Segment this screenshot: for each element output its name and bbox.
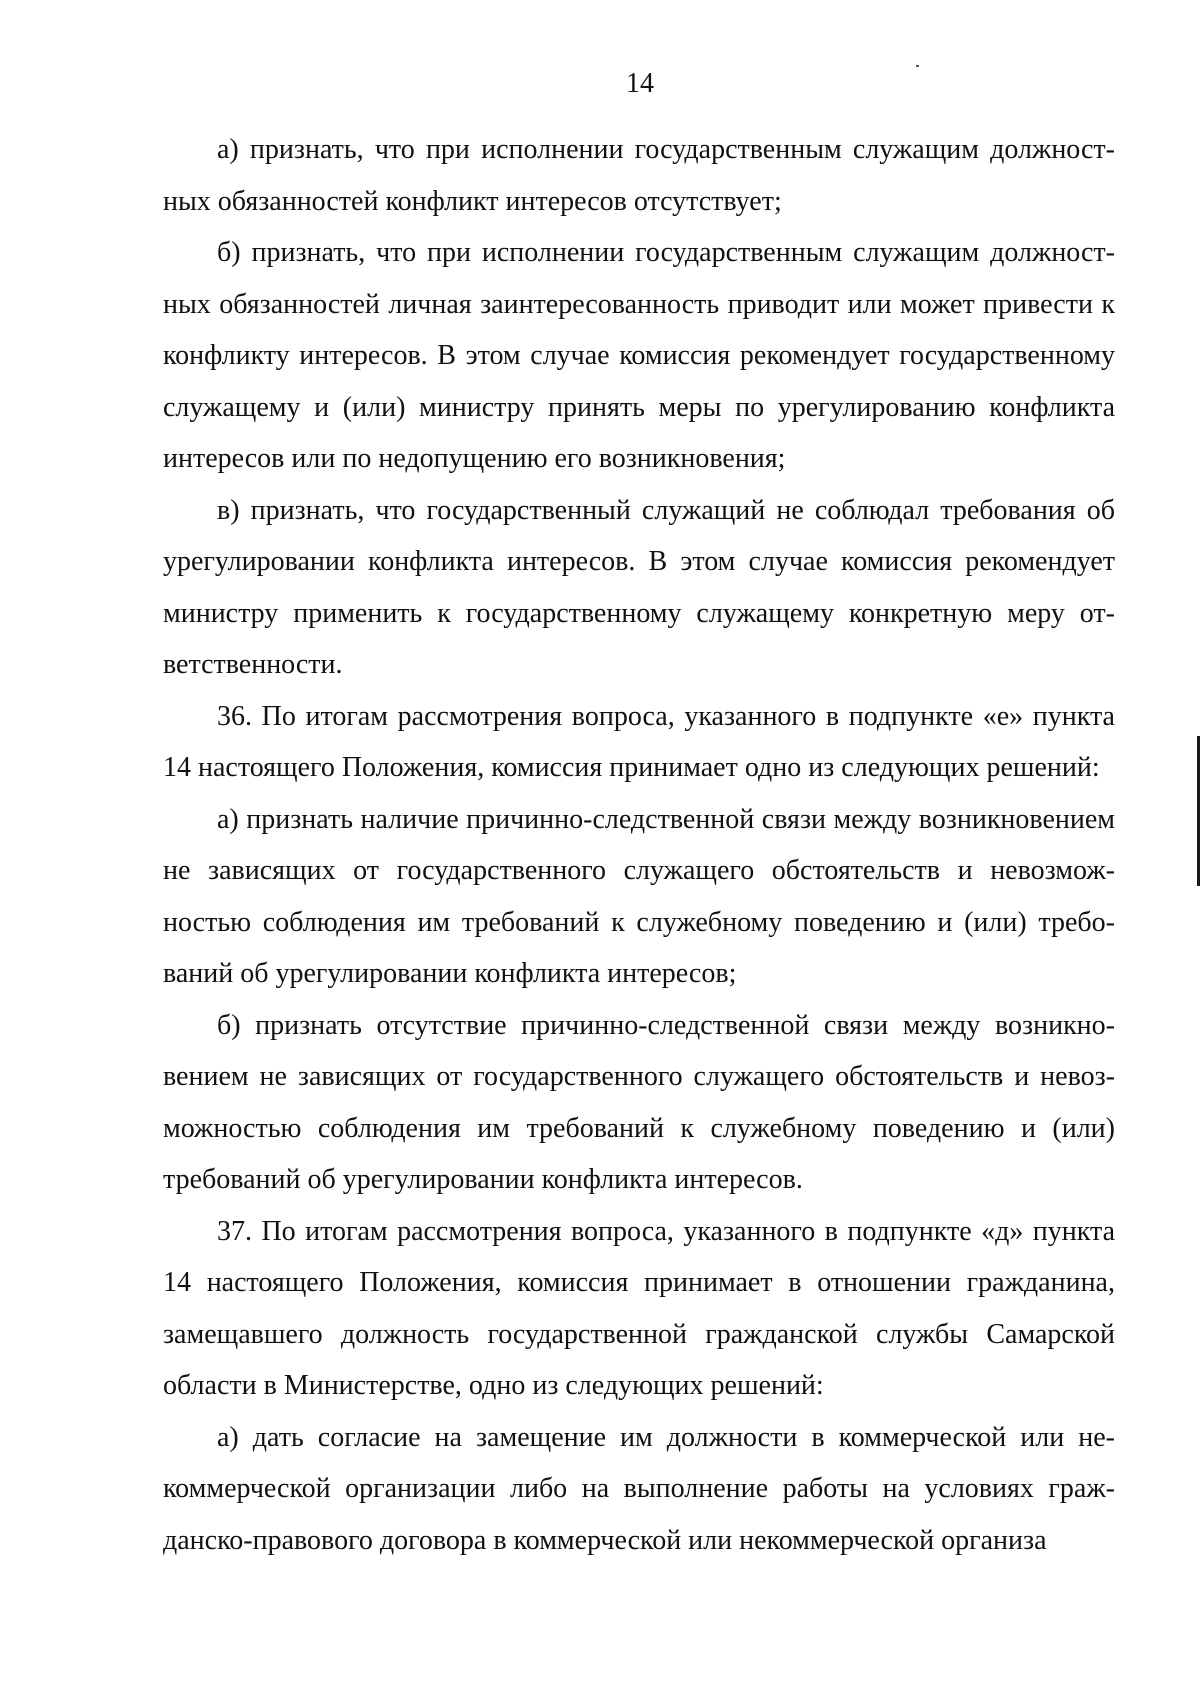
paragraph-37a: а) дать согласие на замещение им должности в коммерческой или некоммерческой организации либо на выполнение работы на условиях гражданско-правового договора в коммерческой или некоммерческой организа bbox=[163, 1421, 1115, 1556]
paragraph-36b: б) признать отсутствие причинно-следственной связи между возникновением не зависящих от государственного служащего обстоятельств и невозможностью соблюдения им требований к служебному поведению и (или) требований об урегулировании конфликта интересов. bbox=[163, 1009, 1115, 1195]
paragraph-35b: б) признать, что при исполнении государственным служащим должностных обязанностей личная заинтересованность приводит или может привести к конфликту интересов. В этом случае комиссия рекомендует государственному служащему и (или) министру принять меры по урегулированию конфликта интересов или по недопущению его возникновения; bbox=[163, 237, 1115, 474]
paragraph-35a: а) признать, что при исполнении государственным служащим должностных обязанностей конфликт интересов отсутствует; bbox=[163, 134, 1115, 217]
page-number: 14 bbox=[626, 68, 654, 99]
paragraph-37: 37. По итогам рассмотрения вопроса, указанного в подпункте «д» пункта 14 настоящего Положения, комиссия принимает в отношении гражданина, замещавшего должность государственной гражданской службы Самарской области в Министерстве, одно из следующих решений: bbox=[163, 1215, 1115, 1401]
document-body bbox=[163, 124, 1115, 1566]
paragraph-36a: а) признать наличие причинно-следственной связи между возникновением не зависящих от государственного служащего обстоятельств и невозможностью соблюдения им требований к служебному поведению и (или) требований об урегулировании конфликта интересов; bbox=[163, 803, 1115, 989]
paragraph-36: 36. По итогам рассмотрения вопроса, указанного в подпункте «е» пункта 14 настоящего Положения, комиссия принимает одно из следующих решений: bbox=[163, 700, 1115, 783]
paragraph-35v: в) признать, что государственный служащий не соблюдал требования об урегулировании конфликта интересов. В этом случае комиссия рекомендует министру применить к государственному служащему конкретную меру ответственности. bbox=[163, 494, 1115, 680]
